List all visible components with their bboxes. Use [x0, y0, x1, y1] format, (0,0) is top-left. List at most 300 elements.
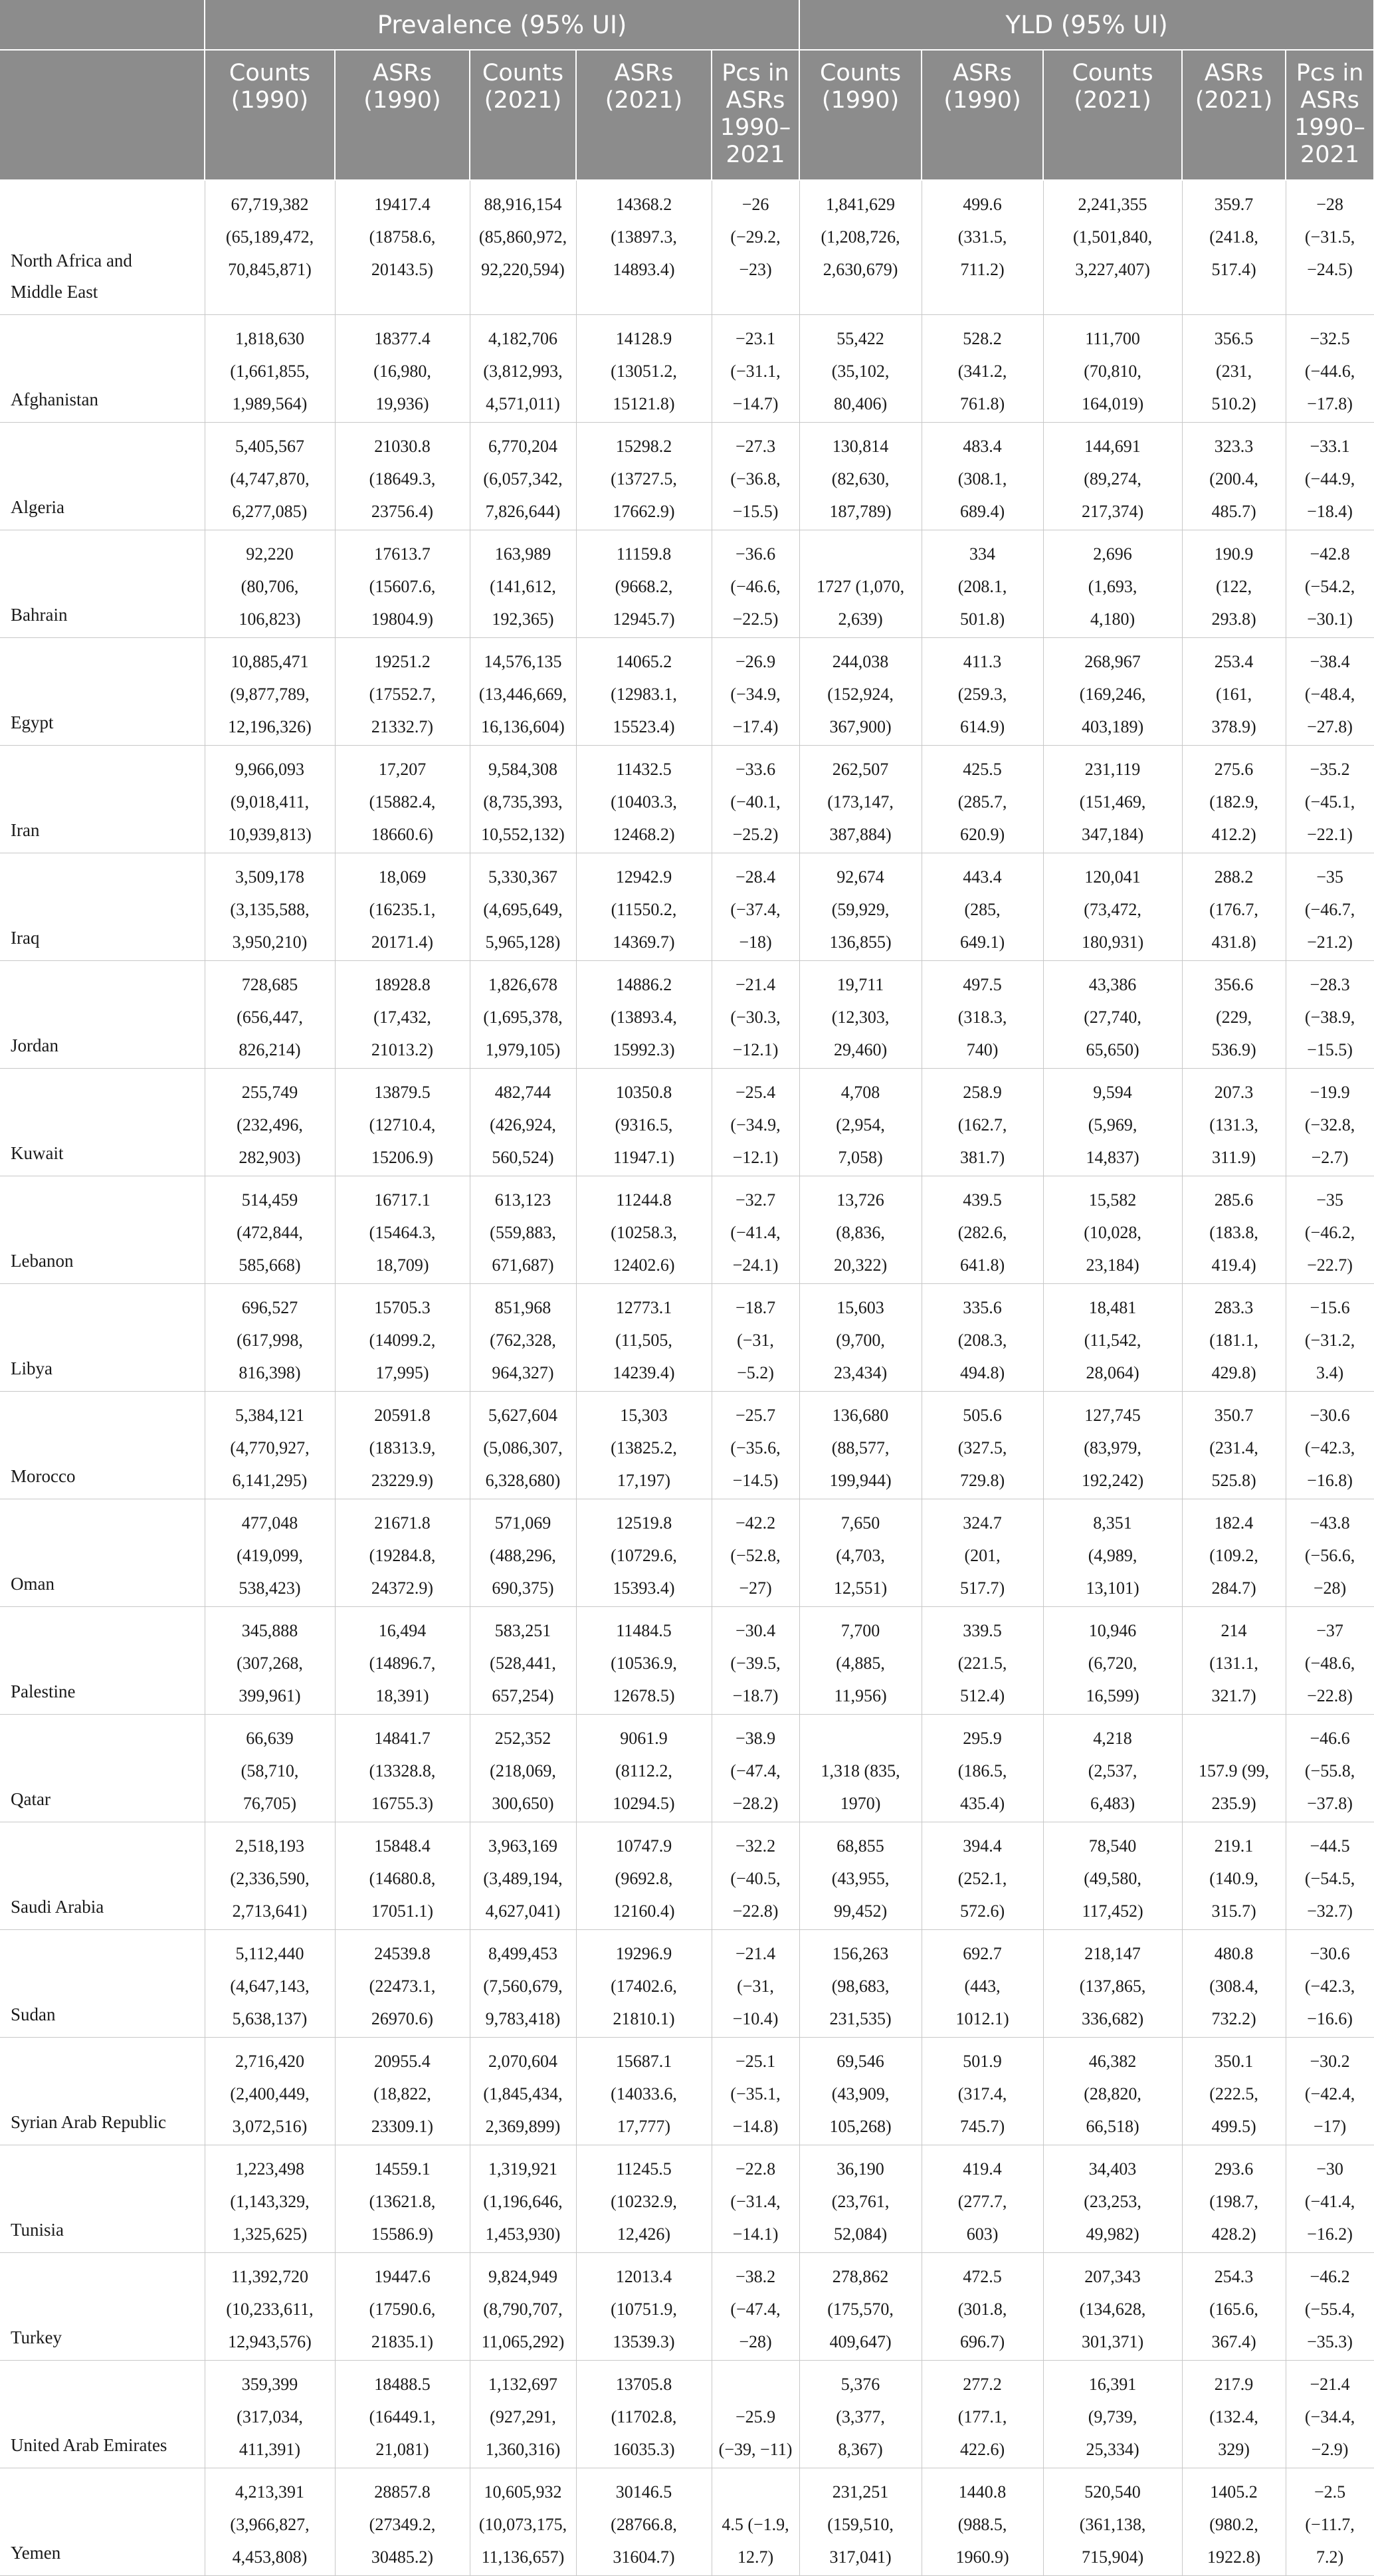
value-line: 34,403	[1088, 2159, 1137, 2179]
value-line: 851,968	[494, 1297, 551, 1317]
value-line: (109.2,	[1209, 1545, 1258, 1565]
value-line: 2,639)	[838, 609, 883, 629]
value-line: 1405.2	[1210, 2482, 1258, 2502]
value-line: 10,605,932	[484, 2482, 562, 2502]
value-line: 1,818,630	[235, 328, 304, 348]
value-line: −22.5)	[732, 609, 779, 629]
value-cell	[922, 314, 1043, 422]
value-line: 9061.9	[620, 1728, 668, 1748]
value-line: 1012.1)	[955, 2008, 1009, 2028]
value-line: 3,072,516)	[232, 2116, 308, 2136]
value-line: 359.7	[1214, 195, 1254, 214]
location-name-line: Afghanistan	[11, 389, 98, 409]
value-cell	[1043, 314, 1182, 422]
value-cell	[470, 960, 576, 1068]
value-cell	[1286, 1283, 1374, 1391]
value-cell	[576, 1391, 712, 1499]
value-line: (177.1,	[957, 2407, 1007, 2426]
value-line: −14.8)	[732, 2116, 779, 2136]
value-line: 163,989	[494, 544, 551, 564]
value-line: 7,826,644)	[485, 501, 561, 521]
value-cell	[799, 2037, 922, 2145]
value-cell	[922, 2468, 1043, 2575]
value-cell	[712, 637, 799, 745]
value-line: 10,946	[1088, 1620, 1137, 1640]
value-cell	[335, 2037, 470, 2145]
value-cell	[922, 745, 1043, 853]
value-line: (−39.5,	[730, 1653, 781, 1673]
column-header-line: (2021)	[484, 87, 562, 114]
table-row	[0, 530, 1374, 637]
value-line: 4,182,706	[488, 328, 557, 348]
value-line: (−11.7,	[1305, 2514, 1355, 2534]
value-line: 12945.7)	[613, 609, 675, 629]
value-cell	[1182, 1176, 1286, 1283]
value-line: 252,352	[494, 1728, 551, 1748]
value-line: (−31.1,	[730, 361, 781, 381]
value-line: 25,334)	[1086, 2439, 1139, 2459]
value-line: 13539.3)	[613, 2331, 675, 2351]
value-line: 20591.8	[374, 1405, 431, 1425]
value-line: (16449.1,	[369, 2407, 436, 2426]
value-line: (3,966,827,	[230, 2514, 310, 2534]
value-cell	[205, 2037, 335, 2145]
value-line: −21.4	[1310, 2374, 1350, 2394]
value-line: (488,296,	[490, 1545, 556, 1565]
value-cell	[1043, 1929, 1182, 2037]
value-line: 15992.3)	[613, 1039, 675, 1059]
value-line: 2,369,899)	[485, 2116, 561, 2136]
value-cell	[712, 2360, 799, 2468]
value-cell	[922, 1391, 1043, 1499]
value-cell	[712, 1714, 799, 1822]
value-line: (12710.4,	[369, 1115, 436, 1134]
value-line: 324.7	[963, 1513, 1002, 1533]
value-line: (28,820,	[1084, 2084, 1141, 2103]
value-line: (43,955,	[831, 1868, 890, 1888]
value-cell	[1182, 1068, 1286, 1176]
value-line: 21810.1)	[613, 2008, 675, 2028]
value-line: 12942.9	[615, 867, 672, 887]
value-line: 80,406)	[833, 393, 888, 413]
value-line: 301,371)	[1081, 2331, 1144, 2351]
value-line: 30485.2)	[371, 2547, 434, 2567]
value-line: 5,112,440	[235, 1943, 304, 1963]
value-line: 11,065,292)	[481, 2331, 565, 2351]
value-line: (15882.4,	[369, 792, 436, 811]
value-line: (12,303,	[831, 1007, 890, 1027]
value-line: 6,483)	[1090, 1793, 1135, 1813]
value-line: 514,459	[241, 1190, 298, 1210]
value-line: 66,639	[246, 1728, 294, 1748]
value-line: 12773.1	[615, 1297, 672, 1317]
value-line: 409,647)	[829, 2331, 892, 2351]
value-cell	[470, 1499, 576, 1606]
value-cell	[1043, 2252, 1182, 2360]
value-cell	[335, 1606, 470, 1714]
value-line: 182.4	[1214, 1513, 1254, 1533]
table-row	[0, 2145, 1374, 2252]
value-cell	[712, 314, 799, 422]
value-cell	[205, 1283, 335, 1391]
value-line: (14680.8,	[369, 1868, 436, 1888]
value-line: 657,254)	[492, 1685, 554, 1705]
value-line: −35	[1316, 1190, 1343, 1210]
value-cell	[799, 1606, 922, 1714]
value-line: 19417.4	[374, 195, 431, 214]
value-cell	[1043, 1283, 1182, 1391]
value-line: (201,	[964, 1545, 1001, 1565]
value-line: 538,423)	[239, 1578, 301, 1598]
value-cell	[1286, 180, 1374, 314]
value-cell	[335, 1822, 470, 1929]
value-line: 144,691	[1084, 436, 1141, 456]
location-cell	[0, 422, 205, 530]
value-line: (159,510,	[827, 2514, 894, 2534]
value-cell	[799, 960, 922, 1068]
value-line: 816,398)	[239, 1362, 301, 1382]
value-line: 9,824,949	[488, 2266, 557, 2286]
value-line: (161,	[1215, 684, 1252, 704]
value-line: −19.9	[1310, 1082, 1350, 1102]
value-line: (16,980,	[373, 361, 431, 381]
value-line: 49,982)	[1086, 2224, 1139, 2244]
value-line: 732.2)	[1211, 2008, 1256, 2028]
location-name-line: Middle East	[11, 281, 98, 302]
value-line: 517.4)	[1211, 260, 1256, 279]
column-header	[922, 50, 1043, 180]
value-line: 399,961)	[239, 1685, 301, 1705]
value-line: 156,263	[832, 1943, 889, 1963]
table-row	[0, 180, 1374, 314]
location-name-line: Bahrain	[11, 604, 68, 625]
value-line: 28,064)	[1086, 1362, 1139, 1382]
value-cell	[470, 2145, 576, 2252]
value-line: (13727.5,	[611, 469, 677, 488]
value-line: 323.3	[1214, 436, 1254, 456]
value-line: 3,509,178	[235, 867, 304, 887]
value-cell	[712, 2468, 799, 2575]
value-line: 20955.4	[374, 2051, 431, 2071]
value-line: −12.1)	[732, 1039, 779, 1059]
value-cell	[576, 422, 712, 530]
value-line: (331.5,	[957, 227, 1007, 247]
value-cell	[1182, 530, 1286, 637]
value-line: 14369.7)	[613, 932, 675, 952]
location-name-line: Palestine	[11, 1681, 76, 1701]
value-cell	[335, 637, 470, 745]
value-line: 105,268)	[829, 2116, 892, 2136]
value-line: (−39, −11)	[718, 2439, 793, 2459]
value-cell	[712, 1391, 799, 1499]
value-cell	[1043, 422, 1182, 530]
value-line: 4,708	[840, 1082, 880, 1102]
value-cell	[799, 1822, 922, 1929]
value-line: 1,132,697	[488, 2374, 557, 2394]
value-line: 1970)	[840, 1793, 881, 1813]
value-line: 5,330,367	[488, 867, 557, 887]
value-line: 12519.8	[615, 1513, 672, 1533]
value-line: 69,546	[836, 2051, 884, 2071]
value-line: 12,196,326)	[228, 716, 312, 736]
value-cell	[712, 1929, 799, 2037]
value-cell	[799, 1283, 922, 1391]
value-line: 11245.5	[616, 2159, 672, 2179]
value-line: (58,710,	[241, 1761, 299, 1780]
location-name-line: Jordan	[11, 1035, 58, 1055]
value-line: (10232.9,	[611, 2191, 677, 2211]
value-line: 3,227,407)	[1075, 260, 1150, 279]
value-line: −22.8)	[732, 1901, 779, 1921]
value-cell	[205, 1499, 335, 1606]
value-line: −32.2	[735, 1836, 776, 1856]
value-line: 7.2)	[1316, 2547, 1344, 2567]
value-line: 583,251	[494, 1620, 551, 1640]
value-cell	[335, 1929, 470, 2037]
location-cell	[0, 745, 205, 853]
value-line: (140.9,	[1209, 1868, 1258, 1888]
value-line: −35.3)	[1307, 2331, 1353, 2351]
value-cell	[799, 637, 922, 745]
location-name-line: North Africa and	[11, 250, 132, 270]
value-line: 277.2	[963, 2374, 1002, 2394]
value-line: (426,924,	[490, 1115, 556, 1134]
value-cell	[1286, 1176, 1374, 1283]
value-cell	[1182, 2145, 1286, 2252]
value-line: −25.1	[735, 2051, 776, 2071]
value-line: (13621.8,	[369, 2191, 436, 2211]
value-line: (−30.3,	[730, 1007, 781, 1027]
value-cell	[576, 745, 712, 853]
value-cell	[335, 1714, 470, 1822]
location-name-line: Syrian Arab Republic	[11, 2111, 166, 2132]
value-line: 367.4)	[1211, 2331, 1256, 2351]
value-cell	[799, 1068, 922, 1176]
value-cell	[1182, 2252, 1286, 2360]
value-cell	[712, 2145, 799, 2252]
value-line: 20143.5)	[371, 260, 434, 279]
value-cell	[922, 530, 1043, 637]
value-cell	[576, 2145, 712, 2252]
value-line: (6,720,	[1088, 1653, 1137, 1673]
value-line: −30.4	[735, 1620, 776, 1640]
value-line: (200.4,	[1209, 469, 1258, 488]
value-line: 10,885,471	[231, 651, 309, 671]
value-cell	[470, 1822, 576, 1929]
value-line: 1727 (1,070,	[816, 576, 905, 596]
value-line: (3,377,	[836, 2407, 885, 2426]
value-line: 136,680	[832, 1405, 889, 1425]
value-cell	[1043, 1714, 1182, 1822]
value-line: 231,535)	[829, 2008, 892, 2028]
table-row	[0, 2252, 1374, 2360]
value-line: (4,747,870,	[230, 469, 310, 488]
value-cell	[922, 1176, 1043, 1283]
value-line: (208.3,	[957, 1330, 1007, 1350]
table-row	[0, 637, 1374, 745]
value-line: −42.8	[1310, 544, 1350, 564]
value-line: 350.1	[1214, 2051, 1254, 2071]
value-line: 30146.5	[615, 2482, 672, 2502]
location-name-line: Sudan	[11, 2004, 56, 2024]
value-cell	[205, 2145, 335, 2252]
value-line: −18)	[739, 932, 772, 952]
value-cell	[470, 180, 576, 314]
location-cell	[0, 2360, 205, 2468]
value-line: (85,860,972,	[478, 227, 567, 247]
value-line: 23,184)	[1086, 1255, 1139, 1275]
value-line: 412.2)	[1211, 824, 1256, 844]
value-line: −10.4)	[732, 2008, 779, 2028]
value-cell	[576, 1929, 712, 2037]
location-name-line: Tunisia	[11, 2219, 64, 2240]
value-line: (122,	[1215, 576, 1252, 596]
value-line: 19251.2	[374, 651, 431, 671]
value-line: 17,207	[378, 759, 427, 779]
value-cell	[205, 422, 335, 530]
value-line: −27.3	[735, 436, 776, 456]
value-line: 483.4	[963, 436, 1002, 456]
value-line: 68,855	[836, 1836, 884, 1856]
value-line: 14065.2	[615, 651, 672, 671]
value-cell	[799, 314, 922, 422]
value-line: 10,552,132)	[481, 824, 565, 844]
value-line: 1,453,930)	[485, 2224, 561, 2244]
value-line: 254.3	[1214, 2266, 1254, 2286]
location-cell	[0, 2252, 205, 2360]
value-cell	[470, 422, 576, 530]
value-line: (−31.4,	[730, 2191, 781, 2211]
value-line: 192,242)	[1081, 1470, 1144, 1490]
value-line: (18649.3,	[369, 469, 436, 488]
value-line: 381.7)	[959, 1147, 1005, 1167]
value-line: (181.1,	[1209, 1330, 1258, 1350]
value-line: −24.5)	[1307, 260, 1353, 279]
value-line: 14,576,135	[484, 651, 562, 671]
value-line: (259.3,	[957, 684, 1007, 704]
table-row	[0, 1176, 1374, 1283]
value-cell	[1182, 1499, 1286, 1606]
value-line: −30.2	[1310, 2051, 1350, 2071]
value-line: −28.3	[1310, 974, 1350, 994]
location-name-line: Yemen	[11, 2542, 61, 2563]
value-line: (17552.7,	[369, 684, 436, 704]
value-cell	[576, 2468, 712, 2575]
value-line: (−44.6,	[1304, 361, 1355, 381]
table-row	[0, 314, 1374, 422]
value-line: (−34.4,	[1304, 2407, 1355, 2426]
value-line: 517.7)	[959, 1578, 1005, 1598]
value-line: −14.7)	[732, 393, 779, 413]
value-cell	[576, 1283, 712, 1391]
value-line: −22.1)	[1307, 824, 1353, 844]
location-cell	[0, 637, 205, 745]
value-line: 17662.9)	[613, 501, 675, 521]
value-line: (14896.7,	[369, 1653, 436, 1673]
value-line: 18,709)	[375, 1255, 429, 1275]
value-line: (231,	[1215, 361, 1252, 381]
value-cell	[1043, 2037, 1182, 2145]
value-cell	[335, 1283, 470, 1391]
value-line: (285.7,	[957, 792, 1007, 811]
value-line: 6,770,204	[488, 436, 557, 456]
value-cell	[922, 1068, 1043, 1176]
value-cell	[1286, 1929, 1374, 2037]
value-cell	[1043, 180, 1182, 314]
value-line: 130,814	[832, 436, 889, 456]
value-line: 317,041)	[829, 2547, 892, 2567]
value-line: −27.8)	[1307, 716, 1353, 736]
value-line: (152,924,	[827, 684, 894, 704]
value-line: 16,599)	[1086, 1685, 1139, 1705]
value-line: 482,744	[494, 1082, 551, 1102]
value-line: 4,218	[1093, 1728, 1132, 1748]
value-cell	[922, 2037, 1043, 2145]
value-line: (−31.5,	[1304, 227, 1355, 247]
value-line: 244,038	[832, 651, 889, 671]
value-line: 29,460)	[833, 1039, 888, 1059]
table-row	[0, 2468, 1374, 2575]
column-header	[335, 50, 470, 180]
value-line: 525.8)	[1211, 1470, 1256, 1490]
location-name-line: Algeria	[11, 496, 64, 517]
value-cell	[712, 745, 799, 853]
table-row	[0, 960, 1374, 1068]
value-line: 214	[1221, 1620, 1247, 1640]
value-line: −21.2)	[1307, 932, 1353, 952]
value-line: −42.2	[735, 1513, 776, 1533]
value-line: −38.4	[1310, 651, 1350, 671]
value-line: 19804.9)	[371, 609, 434, 629]
value-cell	[470, 2037, 576, 2145]
value-line: (−47.4,	[730, 2299, 781, 2319]
value-line: 19447.6	[374, 2266, 431, 2286]
value-line: (43,909,	[831, 2084, 890, 2103]
column-header-line: 2021	[726, 142, 785, 168]
value-cell	[922, 1929, 1043, 2037]
value-line: (14099.2,	[369, 1330, 436, 1350]
value-line: (4,647,143,	[230, 1976, 310, 1996]
value-line: 11159.8	[616, 544, 672, 564]
value-line: 761.8)	[959, 393, 1005, 413]
value-line: 66,518)	[1086, 2116, 1139, 2136]
value-line: 15393.4)	[613, 1578, 675, 1598]
value-cell	[576, 530, 712, 637]
location-cell	[0, 960, 205, 1068]
value-line: 585,668)	[239, 1255, 301, 1275]
value-line: 26970.6)	[371, 2008, 434, 2028]
table-row	[0, 853, 1374, 960]
value-line: (5,969,	[1088, 1115, 1137, 1134]
value-line: 157.9 (99,	[1198, 1761, 1270, 1780]
value-line: 300,650)	[492, 1793, 554, 1813]
value-line: 16,136,604)	[481, 716, 565, 736]
value-cell	[205, 1068, 335, 1176]
value-cell	[712, 1606, 799, 1714]
value-line: 18377.4	[374, 328, 431, 348]
value-line: 411.3	[963, 651, 1002, 671]
value-line: 5,965,128)	[485, 932, 561, 952]
value-cell	[205, 853, 335, 960]
value-line: (18313.9,	[369, 1438, 436, 1457]
value-line: (131.3,	[1209, 1115, 1258, 1134]
value-cell	[576, 1714, 712, 1822]
value-line: −15.6	[1310, 1297, 1350, 1317]
value-line: 17,197)	[617, 1470, 671, 1490]
value-line: 14368.2	[615, 195, 672, 214]
value-line: −30.1)	[1307, 609, 1353, 629]
location-cell	[0, 2037, 205, 2145]
